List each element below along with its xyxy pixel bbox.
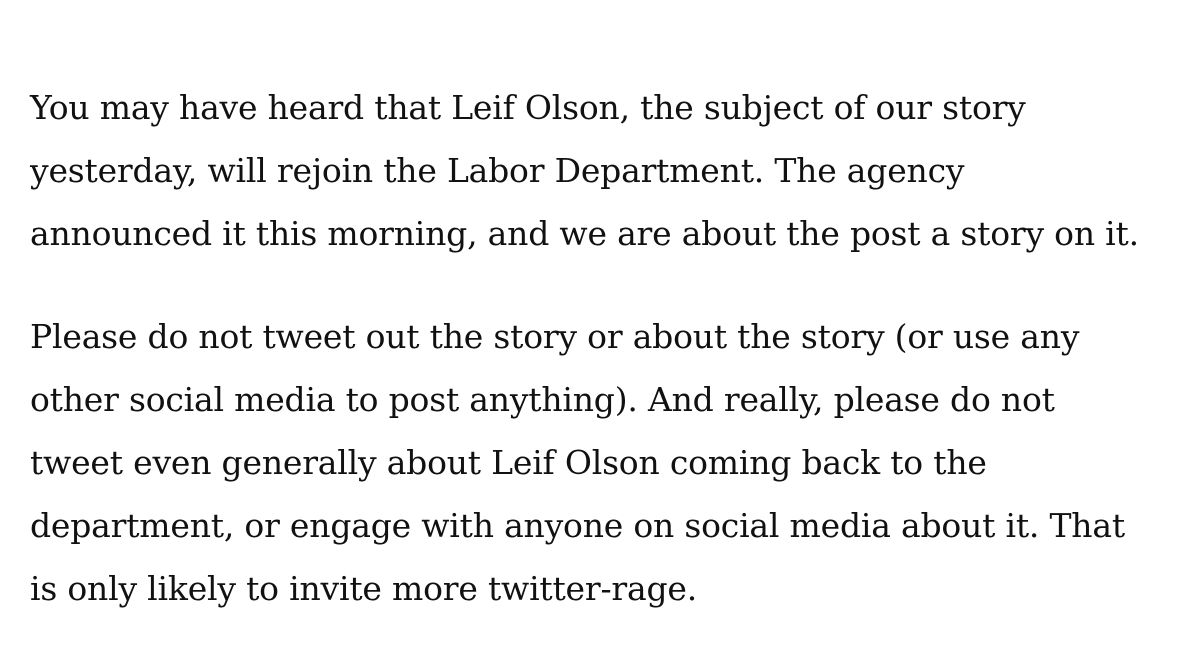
- paragraph-2: Please do not tweet out the story or about the story (or use any other social media to post anything). And really, please do not tweet even generally about Leif Olson coming back to the department, or engage with anyone on social media about it. That is only likely to invite more twitter-rage.: [30, 317, 1125, 608]
- paragraph-1: You may have heard that Leif Olson, the subject of our story yesterday, will rejoin the Labor Department. The agency announced it this morning, and we are about the post a story on it.: [30, 88, 1139, 253]
